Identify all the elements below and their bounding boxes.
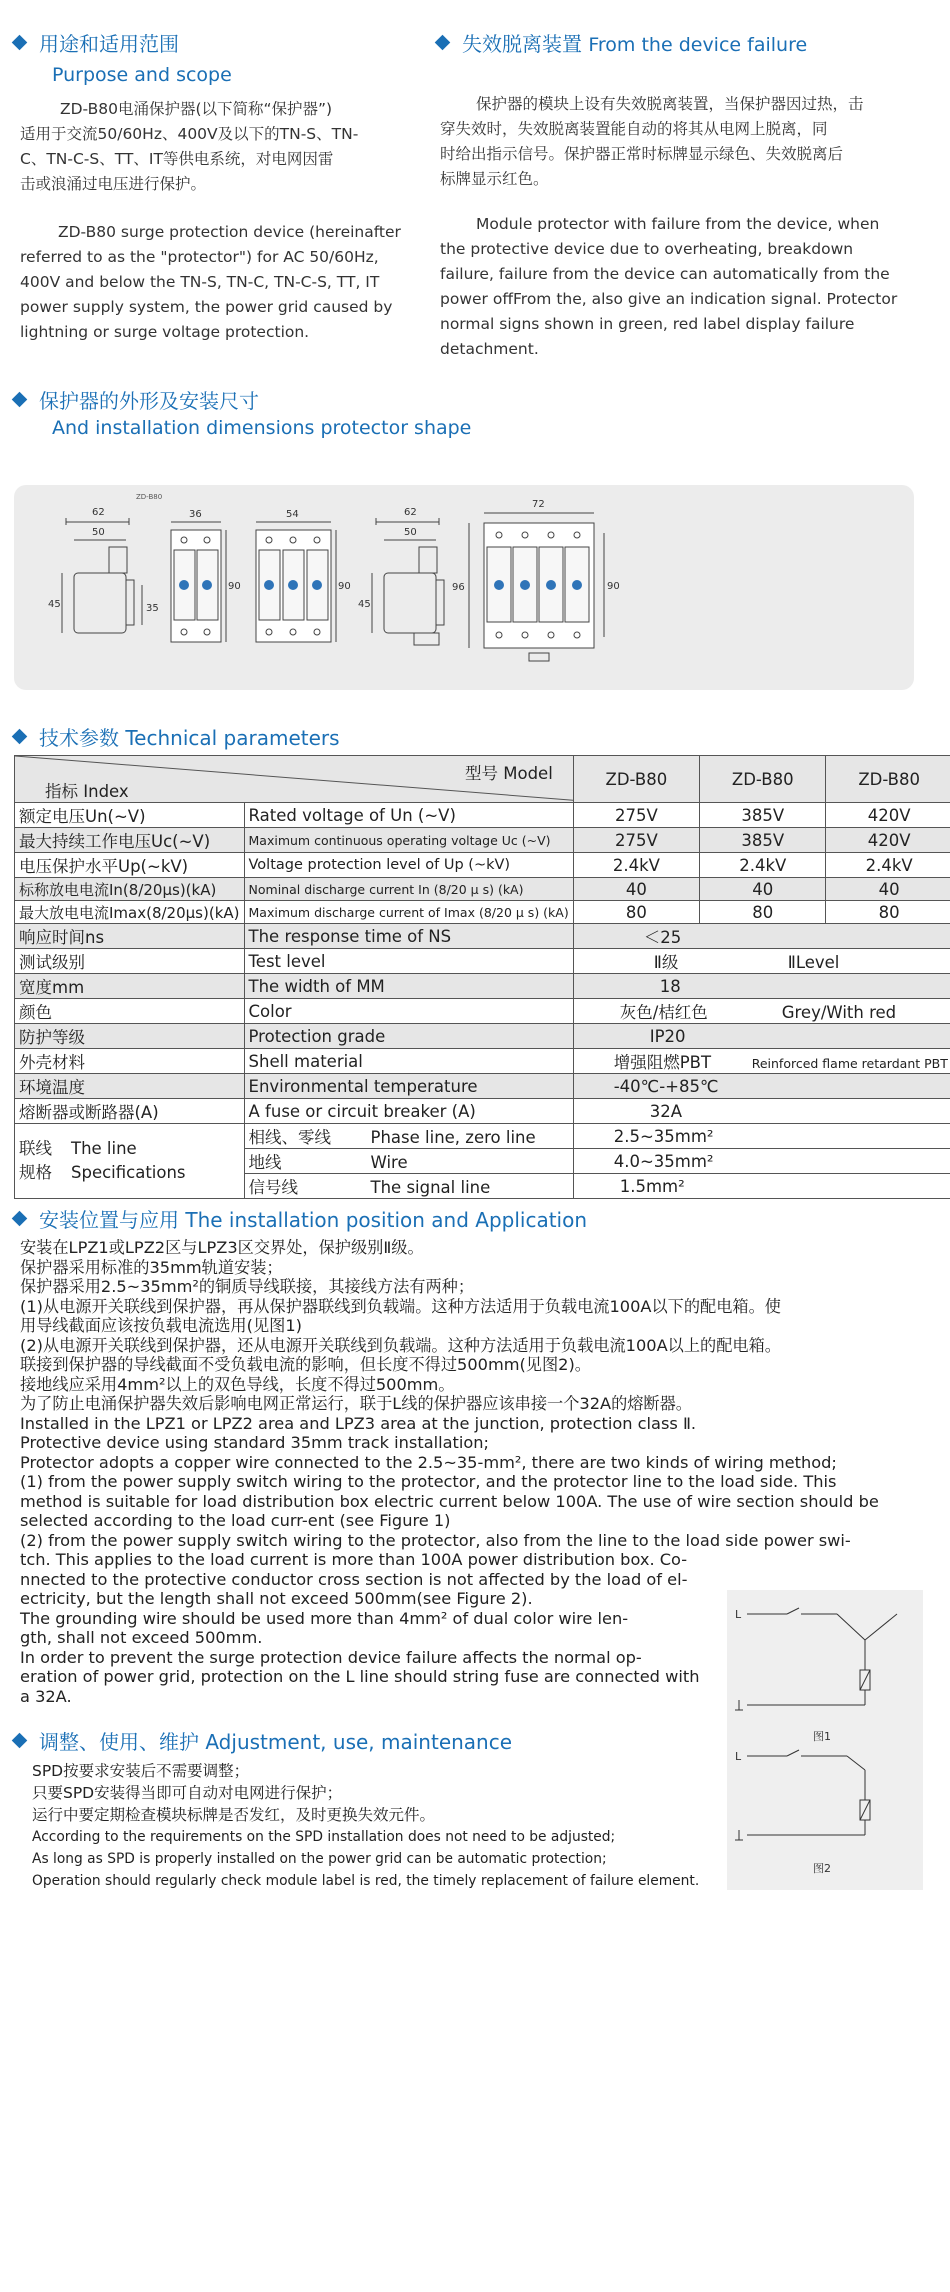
table-row: 颜色 Color 灰色/桔红色 Grey/With red xyxy=(15,999,950,1024)
svg-text:72: 72 xyxy=(532,499,545,510)
table-row: 额定电压Un(~V) Rated voltage of Un (~V) 275V 385V 420V xyxy=(15,803,950,828)
purpose-body-cn: ZD-B80电涌保护器(以下简称“保护器”) 适用于交流50/60Hz、400V及以下的TN-S、TN- C、TN-C-S、TT、IT等供电系统，对电网因雷 击或浪涌过电压进行保护。 xyxy=(20,100,359,193)
diamond-bullet-icon xyxy=(12,1733,28,1749)
failure-body-en: Module protector with failure from the device, when the protective device due to overheating, breakdown failure, failure from the device can automatically from the power offFrom the, also give an indication signal. Protector normal signs shown in green, red label display failure detachment. xyxy=(440,215,898,358)
table-header-row xyxy=(15,756,950,803)
table-row: 标称放电电流In(8/20μs)(kA) Nominal discharge current In (8/20 μ s) (kA) 40 40 40 xyxy=(15,878,950,901)
front-view-3p xyxy=(256,509,351,642)
table-row: 电压保护水平Up(~kV) Voltage protection level of Up (~kV) 2.4kV 2.4kV 2.4kV xyxy=(15,853,950,878)
svg-text:45: 45 xyxy=(358,599,371,610)
table-row: 最大放电电流Imax(8/20μs)(kA) Maximum discharge current of Imax (8/20 μ s) (kA) 80 80 80 xyxy=(15,901,950,924)
svg-text:90: 90 xyxy=(228,581,241,592)
table-row: 宽度mm The width of MM 18 xyxy=(15,974,950,999)
table-row: 熔断器或断路器(A) A fuse or circuit breaker (A) 32A xyxy=(15,1099,950,1124)
svg-text:50: 50 xyxy=(92,527,105,538)
side-view-left xyxy=(48,493,162,633)
diamond-bullet-icon xyxy=(435,35,451,51)
shape-title-cn: 保护器的外形及安装尺寸 xyxy=(14,385,259,414)
purpose-title-cn: 用途和适用范围 xyxy=(14,28,179,57)
svg-text:L: L xyxy=(735,1608,742,1621)
svg-text:36: 36 xyxy=(189,509,202,520)
spec-table xyxy=(14,755,950,1199)
svg-text:L: L xyxy=(735,1750,742,1763)
svg-text:图1: 图1 xyxy=(813,1730,831,1743)
install-body: 安装在LPZ1或LPZ2区与LPZ3区交界处，保护级别Ⅱ级。 保护器采用标准的35mm轨道安装； 保护器采用2.5~35mm²的铜质导线联接，其接线方法有两种； (1)从电源开关联线到保护器，再从保护器联线到负载端。这种方法适用于负载电流100A以下的配电箱。使 用导线截面应该按负载电流选用(见图1) (2)从电源开关联线到保护器，还从电源开关联线到负载端。这种方法适用于负载电流100A以上的配电箱。 联接到保护器的导线截面不受负载电流的影响，但长度不得过500mm(见图2)。 接地线应采用4mm²以上的双色导线，长度不得过500mm。 为了防止电涌保护器失效后影响电网正常运行，联于L线的保护器应该串接一个32A的熔断器。 Installed in the LPZ1 or LPZ2 area and LPZ3 area at the junction, protection class Ⅱ. Protective device using standard 35mm track installation; Protector adopts a copper wire connected to the 2.5~35-mm², there are two kinds of wiring method; (1) from the power supply switch wiring to the protector, and the protector line to the load side. This method is suitable for load distribution box electric current below 100A. The use of wire section should be selected according to the load curr-ent (see Figure 1) (2) from the power supply switch wiring to the protector, also from the line to the load side power swi- tch. This applies to the load current is more than 100A power distribution box. Co- nnected to the protective conductor cross section is not affected by the load of el- ectricity, but the length shall not exceed 500mm(see Figure 2). The grounding wire should be used more than 4mm² of dual color wire len- gth, shall not exceed 500mm. In order to prevent the surge protection device failure affects the normal op- eration of power grid, protection on the L line should string fuse are connected with a 32A. xyxy=(20,1238,879,1706)
svg-text:90: 90 xyxy=(338,581,351,592)
table-row: 信号线 The signal line 1.5mm² xyxy=(15,1174,950,1199)
table-row: 联线 The line 规格 Specifications 相线、零线 Phase line, zero line 2.5~35mm² xyxy=(15,1124,950,1149)
svg-text:54: 54 xyxy=(286,509,299,520)
purpose-body-en: ZD-B80 surge protection device (hereinafter referred to as the "protector") for AC 50/60Hz, 400V and below the TN-S, TN-C, TN-C-S, TT, IT power supply system, the power grid caused by lightning or surge voltage protection. xyxy=(20,223,401,341)
table-row: 地线 Wire 4.0~35mm² xyxy=(15,1149,950,1174)
model-col-3: ZD-B80 xyxy=(826,756,950,803)
install-title: 安装位置与应用 The installation position and Application xyxy=(14,1204,587,1233)
dimension-drawing xyxy=(14,485,914,690)
model-col-1: ZD-B80 xyxy=(573,756,699,803)
svg-text:ZD-B80: ZD-B80 xyxy=(136,493,163,501)
table-row: 响应时间ns The response time of NS ＜25 xyxy=(15,924,950,949)
table-row: 测试级别 Test level Ⅱ级 ⅡLevel xyxy=(15,949,950,974)
table-row: 防护等级 Protection grade IP20 xyxy=(15,1024,950,1049)
wiring-diagram xyxy=(727,1590,923,1890)
svg-text:50: 50 xyxy=(404,527,417,538)
svg-text:45: 45 xyxy=(48,599,61,610)
svg-text:90: 90 xyxy=(607,581,620,592)
table-row: 最大持续工作电压Uc(~V) Maximum continuous operating voltage Uc (~V) 275V 385V 420V xyxy=(15,828,950,853)
model-col-2: ZD-B80 xyxy=(700,756,826,803)
diamond-bullet-icon xyxy=(12,1211,28,1227)
svg-text:62: 62 xyxy=(404,507,417,518)
diamond-bullet-icon xyxy=(12,35,28,51)
svg-text:96: 96 xyxy=(452,582,465,593)
tech-title: 技术参数 Technical parameters xyxy=(14,722,340,751)
header-index-model: 指标 Index 型号 Model xyxy=(15,756,574,803)
side-view-right xyxy=(358,507,444,645)
diamond-bullet-icon xyxy=(12,729,28,745)
table-row: 外壳材料 Shell material 增强阻燃PBT Reinforced flame retardant PBT xyxy=(15,1049,950,1074)
purpose-title-en: Purpose and scope xyxy=(52,64,232,86)
shape-title-en: And installation dimensions protector shape xyxy=(52,417,472,439)
front-view-4p xyxy=(452,499,620,661)
svg-text:62: 62 xyxy=(92,507,105,518)
svg-text:35: 35 xyxy=(146,603,159,614)
failure-body-cn: 保护器的模块上设有失效脱离装置，当保护器因过热，击 穿失效时，失效脱离装置能自动的将其从电网上脱离，同 时给出指示信号。保护器正常时标牌显示绿色、失效脱离后 标牌显示红色。 xyxy=(440,95,864,188)
failure-title: 失效脱离装置 From the device failure xyxy=(437,28,807,57)
svg-text:图2: 图2 xyxy=(813,1862,831,1875)
maint-body: SPD按要求安装后不需要调整； 只要SPD安装得当即可自动对电网进行保护； 运行中要定期检查模块标牌是否发红，及时更换失效元件。 According to the requirements on the SPD installation does not need to be adjusted; As long as SPD is properly installed on the power grid can be automatic protection; Operation should regularly check module label is red, the timely replacement of failure element. xyxy=(32,1762,700,1889)
wiring-figures xyxy=(727,1590,923,1890)
diamond-bullet-icon xyxy=(12,392,28,408)
dimension-drawing-panel xyxy=(14,485,914,690)
table-row: 环境温度 Environmental temperature -40℃-+85℃ xyxy=(15,1074,950,1099)
front-view-2p xyxy=(171,509,241,642)
maint-title: 调整、使用、维护 Adjustment, use, maintenance xyxy=(14,1726,512,1755)
